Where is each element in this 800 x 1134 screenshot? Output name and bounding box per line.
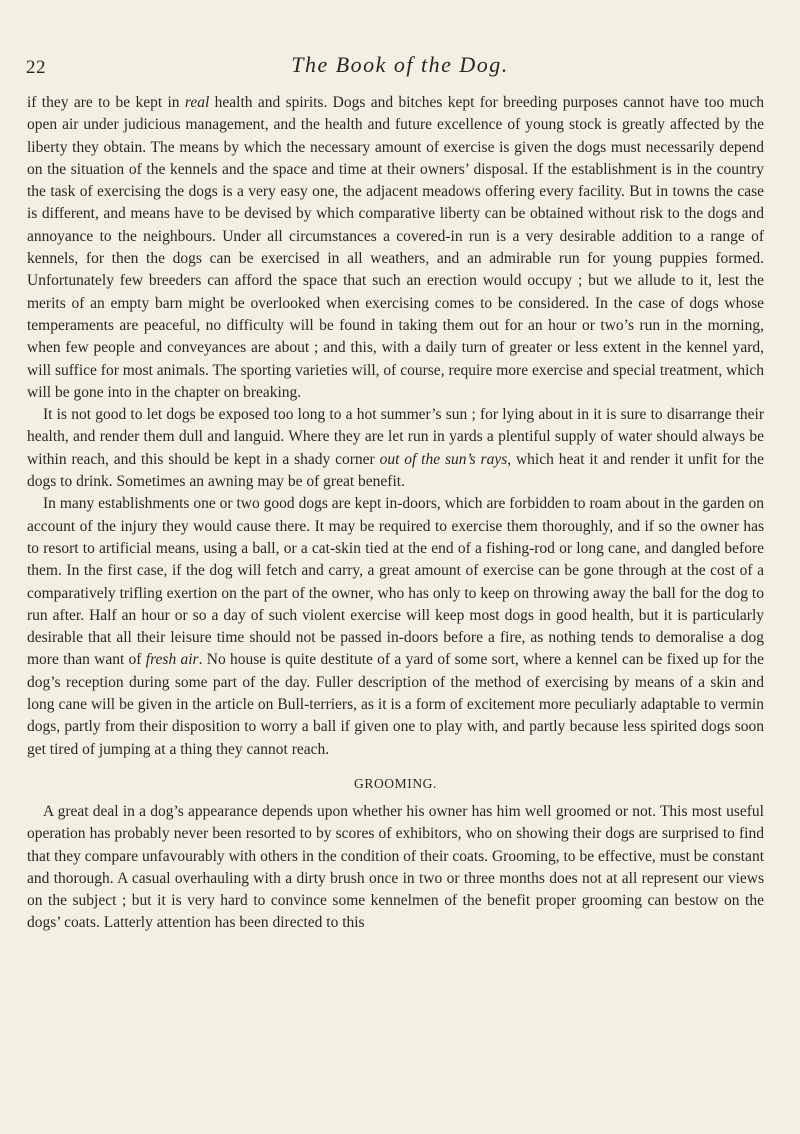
paragraph-2: It is not good to let dogs be exposed too long to a hot summer’s sun ; for lying about in it is sure to disarrange their health, and render them dull and languid. Where they are let run in yards a plentiful supply of water should always be within reach, and this should be kept in a shady corner out of the sun’s rays, which heat it and render it unfit for the dogs to drink. Sometimes an awning may be of great benefit. <box>27 406 764 491</box>
running-title: The Book of the Dog. <box>291 52 509 77</box>
page-number: 22 <box>26 57 46 78</box>
paragraph-3: In many establishments one or two good dogs are kept in-doors, which are forbidden to roam about in the garden on account of the injury they would cause there. It may be required to exercise them thoroughly, and if so the owner has to resort to artificial means, using a ball, or a cat-skin tied at the end of a fishing-rod or long cane, and dangled before them. In the first case, if the dog will fetch and carry, a great amount of exercise can be gone through at the cost of a comparatively trifling exertion on the part of the owner, who has only to keep on throwing away the ball for the dog to run after. Half an hour or so a day of such violent exercise will keep most dogs in good health, but it is particularly desirable that all their leisure time should not be passed in-doors before a fire, as nothing tends to demoralise a dog more than want of fresh air. No house is quite destitute of a yard of some sort, where a kennel can be fixed up for the dog’s reception during some part of the day. Fuller description of the method of exercising by means of a skin and long cane will be given in the article on Bull-terriers, as it is a form of excitement more peculiarly adaptable to vermin dogs, partly from their disposition to worry a ball if given one to play with, and partly because less spirited dogs soon get tired of jumping at a thing they cannot reach. <box>27 495 764 758</box>
section-heading-grooming: GROOMING. <box>353 775 438 791</box>
paragraph-4: A great deal in a dog’s appearance depends upon whether his owner has him well groomed or not. This most useful operation has probably never been resorted to by scores of exhibitors, who on showing their dogs are surprised to find that they compare unfavourably with others in the condition of their coats. Grooming, to be effective, must be constant and thorough. A casual overhauling with a dirty brush once in two or three months does not at all represent our views on the subject ; but it is very hard to convince some kennelmen of the benefit proper grooming can bestow on the dogs’ coats. Latterly attention has been directed to this <box>27 802 764 932</box>
body-text <box>27 92 764 935</box>
paragraph-1: if they are to be kept in real health and spirits. Dogs and bitches kept for breeding purposes cannot have too much open air under judicious management, and the health and future excellence of young stock is greatly affected by the liberty they obtain. The means by which the necessary amount of exercise is given the dogs must necessarily depend on the situation of the kennels and the space and time at their owners’ disposal. If the establishment is in the country the task of exercising the dogs is a very easy one, the adjacent meadows offering every facility. But in towns the case is different, and means have to be devised by which comparative liberty can be obtained without risk to the dogs and annoyance to the neighbours. Under all circumstances a covered-in run is a very desirable addition to a range of kennels, for then the dogs can be exercised in all weathers, and an admirable run for young puppies formed. Unfortunately few breeders can afford the space that such an erection would occupy ; but we allude to it, lest the merits of an empty barn might be overlooked when exercising comes to be considered. In the case of dogs whose temperaments are peaceful, no difficulty will be found in taking them out for an hour or two’s run in the morning, when few people and conveyances are about ; and this, with a daily turn of greater or less extent in the kennel yard, will suffice for most animals. The sporting varieties will, of course, require more exercise and special treatment, which will be gone into in the chapter on breaking. <box>27 94 764 401</box>
